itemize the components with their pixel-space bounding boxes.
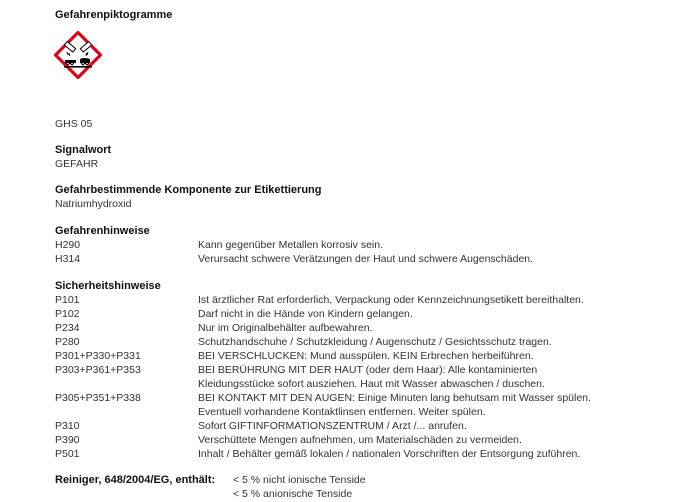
corrosion-icon bbox=[54, 31, 102, 79]
statement-row bbox=[55, 307, 670, 321]
statement-text-line: Eventuell vorhandene Kontaktlinsen entfernen. Weiter spülen. bbox=[198, 406, 486, 418]
detergent-ingredient: < 5 % anionische Tenside bbox=[233, 488, 353, 500]
statement-text-line: BEI VERSCHLUCKEN: Mund ausspülen. KEIN Erbrechen herbeiführen. bbox=[198, 350, 534, 362]
statement-text bbox=[198, 363, 670, 391]
statement-text bbox=[198, 447, 670, 461]
statement-code: H314 bbox=[55, 253, 81, 265]
statement-code: P501 bbox=[55, 448, 80, 460]
statement-text-line: Sofort GIFTINFORMATIONSZENTRUM / Arzt /... anrufen. bbox=[198, 420, 467, 432]
statement-row bbox=[55, 321, 670, 335]
statement-text-line: Verschüttete Mengen aufnehmen, um Materialschäden zu vermeiden. bbox=[198, 434, 522, 446]
statement-text-line: BEI BERÜHRUNG MIT DER HAUT (oder dem Haar): Alle kontaminierten bbox=[198, 364, 538, 376]
hazard-statements-list bbox=[55, 238, 670, 266]
statement-row bbox=[55, 252, 670, 266]
statement-row bbox=[55, 293, 670, 307]
statement-row bbox=[55, 447, 670, 461]
pictogram-section bbox=[55, 8, 670, 131]
statement-row bbox=[55, 419, 670, 433]
component-heading: Gefahrbestimmende Komponente zur Etikettierung bbox=[55, 184, 322, 196]
statement-text-line: Schutzhandschuhe / Schutzkleidung / Augenschutz / Gesichtsschutz tragen. bbox=[198, 336, 552, 348]
statement-text-line: Verursacht schwere Verätzungen der Haut und schwere Augenschäden. bbox=[198, 253, 534, 265]
statement-row bbox=[55, 433, 670, 447]
sds-labelling-section bbox=[55, 8, 670, 501]
statement-code: P305+P351+P338 bbox=[55, 392, 141, 404]
signal-word-section bbox=[55, 143, 670, 171]
detergent-section bbox=[55, 473, 670, 501]
statement-row bbox=[55, 391, 670, 419]
ghs-code: GHS 05 bbox=[55, 118, 93, 130]
hazard-statements-heading: Gefahrenhinweise bbox=[55, 225, 150, 237]
component-section bbox=[55, 183, 670, 211]
detergent-ingredient: < 5 % nicht ionische Tenside bbox=[233, 474, 366, 486]
statement-text bbox=[198, 419, 670, 433]
pictogram-heading: Gefahrenpiktogramme bbox=[55, 9, 173, 21]
statement-text bbox=[198, 252, 670, 266]
detergent-ingredients bbox=[233, 473, 670, 501]
statement-text-line: Kann gegenüber Metallen korrosiv sein. bbox=[198, 239, 384, 251]
statement-code: P301+P330+P331 bbox=[55, 350, 141, 362]
statement-code: H290 bbox=[55, 239, 81, 251]
precautionary-statements-section bbox=[55, 279, 670, 461]
statement-text bbox=[198, 335, 670, 349]
statement-code: P280 bbox=[55, 336, 80, 348]
statement-text bbox=[198, 307, 670, 321]
statement-code: P303+P361+P353 bbox=[55, 364, 141, 376]
statement-text-line: Darf nicht in die Hände von Kindern gelangen. bbox=[198, 308, 413, 320]
statement-text-line: BEI KONTAKT MIT DEN AUGEN: Einige Minuten lang behutsam mit Wasser spülen. bbox=[198, 392, 591, 404]
detergent-label: Reiniger, 648/2004/EG, enthält: bbox=[55, 474, 216, 486]
hazard-statements-section bbox=[55, 224, 670, 266]
statement-row bbox=[55, 349, 670, 363]
statement-row bbox=[55, 335, 670, 349]
statement-text-line: Kleidungsstücke sofort ausziehen. Haut mit Wasser abwaschen / duschen. bbox=[198, 378, 545, 390]
statement-code: P390 bbox=[55, 434, 80, 446]
statement-text bbox=[198, 321, 670, 335]
statement-text bbox=[198, 349, 670, 363]
signal-word-heading: Signalwort bbox=[55, 144, 112, 156]
precautionary-statements-list bbox=[55, 293, 670, 461]
statement-text bbox=[198, 293, 670, 307]
statement-row bbox=[55, 363, 670, 391]
statement-code: P234 bbox=[55, 322, 80, 334]
statement-text bbox=[198, 391, 670, 419]
statement-code: P310 bbox=[55, 420, 80, 432]
statement-text-line: Ist ärztlicher Rat erforderlich, Verpackung oder Kennzeichnungsetikett bereithalten. bbox=[198, 294, 584, 306]
statement-text-line: Nur im Originalbehälter aufbewahren. bbox=[198, 322, 373, 334]
precautionary-statements-heading: Sicherheitshinweise bbox=[55, 280, 161, 292]
statement-text-line: Inhalt / Behälter gemäß lokalen / nationalen Vorschriften der Entsorgung zuführen. bbox=[198, 448, 581, 460]
component-value: Natriumhydroxid bbox=[55, 198, 132, 210]
signal-word-value: GEFAHR bbox=[55, 158, 99, 170]
statement-text bbox=[198, 238, 670, 252]
statement-code: P101 bbox=[55, 294, 80, 306]
statement-text bbox=[198, 433, 670, 447]
statement-row bbox=[55, 238, 670, 252]
statement-code: P102 bbox=[55, 308, 80, 320]
